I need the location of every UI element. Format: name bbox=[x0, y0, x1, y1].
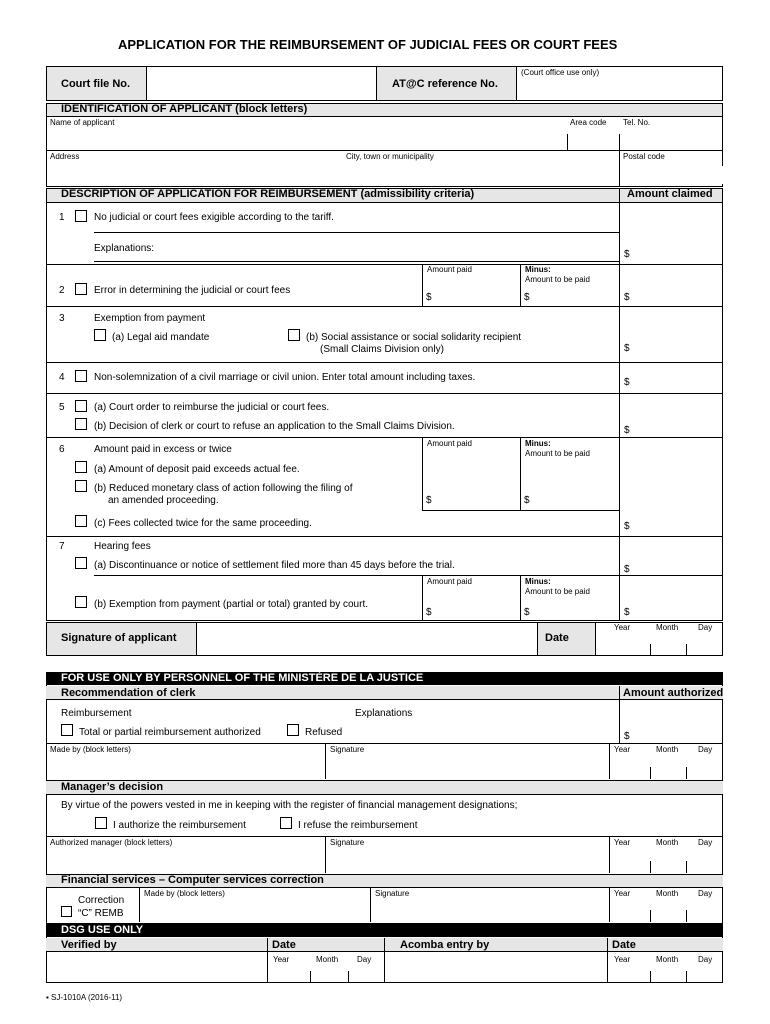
item-2-checkbox[interactable] bbox=[75, 283, 87, 295]
item-7-number: 7 bbox=[59, 541, 65, 552]
authorized-manager-label: Authorized manager (block letters) bbox=[50, 838, 173, 847]
item-6b-text: (b) Reduced monetary class of action following the filing of bbox=[94, 483, 353, 494]
clerk-year-label: Year bbox=[614, 745, 631, 754]
dsg2-day-label: Day bbox=[698, 955, 713, 964]
made-by-label: Made by (block letters) bbox=[50, 745, 131, 754]
item-3b-note: (Small Claims Division only) bbox=[320, 344, 444, 355]
clerk-made-by-input[interactable] bbox=[50, 758, 324, 778]
correction-label: Correction bbox=[78, 895, 125, 906]
c-remb-checkbox[interactable] bbox=[61, 906, 72, 917]
item-1-dollar: $ bbox=[624, 249, 630, 260]
refuse-checkbox[interactable] bbox=[280, 817, 292, 829]
court-file-input[interactable] bbox=[150, 70, 376, 99]
fin-day-label: Day bbox=[698, 889, 713, 898]
sig-month-label: Month bbox=[656, 623, 679, 632]
description-heading: DESCRIPTION OF APPLICATION FOR REIMBURSEMENT (admissibility criteria) bbox=[61, 188, 475, 200]
item-5b-checkbox[interactable] bbox=[75, 418, 87, 430]
address-label: Address bbox=[50, 152, 80, 161]
item-1-text: No judicial or court fees exigible according to the tariff. bbox=[94, 212, 334, 223]
city-label: City, town or municipality bbox=[346, 152, 434, 161]
manager-name-input[interactable] bbox=[50, 852, 324, 872]
item-6-dollar: $ bbox=[624, 521, 630, 532]
city-input[interactable] bbox=[346, 166, 618, 184]
amount-authorized-heading: Amount authorized bbox=[623, 687, 724, 699]
identification-heading: IDENTIFICATION OF APPLICANT (block letters) bbox=[61, 103, 308, 115]
tel-label: Tel. No. bbox=[623, 118, 651, 127]
clerk-month-label: Month bbox=[656, 745, 679, 754]
postal-code-label: Postal code bbox=[623, 152, 665, 161]
manager-signature-label: Signature bbox=[330, 838, 365, 847]
total-partial-label: Total or partial reimbursement authorized bbox=[79, 727, 261, 738]
clerk-day-label: Day bbox=[698, 745, 713, 754]
item-5-number: 5 bbox=[59, 402, 65, 413]
item-4-dollar: $ bbox=[624, 377, 630, 388]
area-code-label: Area code bbox=[570, 118, 607, 127]
mgr-day-label: Day bbox=[698, 838, 713, 847]
item-7-paid-dollar: $ bbox=[426, 607, 432, 618]
item-4-text: Non-solemnization of a civil marriage or civil union. Enter total amount including taxes. bbox=[94, 372, 476, 383]
address-input[interactable] bbox=[50, 166, 334, 184]
verified-by-label: Verified by bbox=[61, 939, 117, 951]
item-6-number: 6 bbox=[59, 444, 65, 455]
item-2-amount-to-be-paid: Amount to be paid bbox=[525, 275, 590, 284]
item-6-minus: Minus: bbox=[525, 439, 551, 448]
applicant-name-input[interactable] bbox=[50, 131, 564, 149]
refused-checkbox[interactable] bbox=[287, 724, 299, 736]
item-1-explanations: Explanations: bbox=[94, 243, 155, 254]
item-6-paid-dollar: $ bbox=[426, 495, 432, 506]
item-5a-checkbox[interactable] bbox=[75, 400, 87, 412]
sig-day-label: Day bbox=[698, 623, 713, 632]
item-7-amount-to-be-paid: Amount to be paid bbox=[525, 587, 590, 596]
sig-year-label: Year bbox=[614, 623, 631, 632]
recommendation-heading: Recommendation of clerk bbox=[61, 687, 196, 699]
item-6-amount-to-be-paid: Amount to be paid bbox=[525, 449, 590, 458]
postal-code-input[interactable] bbox=[623, 166, 723, 184]
item-2-text: Error in determining the judicial or court fees bbox=[94, 285, 291, 296]
item-7-minus: Minus: bbox=[525, 577, 551, 586]
item-2-dollar: $ bbox=[624, 292, 630, 303]
amount-claimed-heading: Amount claimed bbox=[627, 188, 713, 200]
item-7-tobepaid-dollar: $ bbox=[524, 607, 530, 618]
item-6c-checkbox[interactable] bbox=[75, 515, 87, 527]
item-3-dollar: $ bbox=[624, 343, 630, 354]
atc-reference-label: AT@C reference No. bbox=[392, 78, 498, 90]
item-6c-text: (c) Fees collected twice for the same proceeding. bbox=[94, 518, 312, 529]
item-5b-text: (b) Decision of clerk or court to refuse an application to the Small Claims Division. bbox=[94, 421, 455, 432]
item-4-number: 4 bbox=[59, 372, 65, 383]
item-7-amount-paid: Amount paid bbox=[427, 577, 472, 586]
explanations-label: Explanations bbox=[355, 708, 413, 719]
item-7-text: Hearing fees bbox=[94, 541, 151, 552]
dsg-heading: DSG USE ONLY bbox=[61, 924, 144, 936]
item-6b-text-2: an amended proceeding. bbox=[108, 495, 219, 506]
item-3-text: Exemption from payment bbox=[94, 313, 206, 324]
item-2-amount-paid: Amount paid bbox=[427, 265, 472, 274]
item-2-number: 2 bbox=[59, 285, 65, 296]
page-title: APPLICATION FOR THE REIMBURSEMENT OF JUDICIAL FEES OR COURT FEES bbox=[118, 37, 618, 52]
signature-date-label: Date bbox=[545, 632, 569, 644]
mgr-year-label: Year bbox=[614, 838, 631, 847]
authorize-label: I authorize the reimbursement bbox=[113, 820, 246, 831]
item-7a-dollar: $ bbox=[624, 564, 630, 575]
clerk-signature-label: Signature bbox=[330, 745, 365, 754]
signature-applicant-label: Signature of applicant bbox=[61, 632, 177, 644]
refuse-label: I refuse the reimbursement bbox=[298, 820, 418, 831]
atc-reference-input[interactable] bbox=[520, 80, 722, 100]
reimbursement-label: Reimbursement bbox=[61, 708, 132, 719]
item-3a-text: (a) Legal aid mandate bbox=[112, 332, 210, 343]
total-partial-checkbox[interactable] bbox=[61, 724, 73, 736]
item-3-number: 3 bbox=[59, 313, 65, 324]
name-label: Name of applicant bbox=[50, 118, 115, 127]
court-file-label: Court file No. bbox=[61, 78, 131, 90]
dsg2-year-label: Year bbox=[614, 955, 631, 964]
financial-heading: Financial services – Computer services correction bbox=[61, 874, 324, 886]
dsg-date-label-2: Date bbox=[612, 939, 636, 951]
item-7a-checkbox[interactable] bbox=[75, 557, 87, 569]
item-1-number: 1 bbox=[59, 212, 65, 223]
fin-made-by-label: Made by (block letters) bbox=[144, 889, 225, 898]
item-1-checkbox[interactable] bbox=[75, 210, 87, 222]
manager-heading: Manager’s decision bbox=[61, 781, 164, 793]
item-2-minus: Minus: bbox=[525, 265, 551, 274]
item-6-amount-paid: Amount paid bbox=[427, 439, 472, 448]
item-7b-text: (b) Exemption from payment (partial or total) granted by court. bbox=[94, 599, 369, 610]
mgr-month-label: Month bbox=[656, 838, 679, 847]
dsg1-month-label: Month bbox=[316, 955, 339, 964]
item-3b-checkbox[interactable] bbox=[288, 329, 300, 341]
dsg1-year-label: Year bbox=[273, 955, 290, 964]
item-7b-checkbox[interactable] bbox=[75, 596, 87, 608]
c-remb-label: “C” REMB bbox=[78, 908, 124, 919]
ministry-heading: FOR USE ONLY BY PERSONNEL OF THE MINISTÈRE DE LA JUSTICE bbox=[61, 672, 424, 684]
item-5-dollar: $ bbox=[624, 425, 630, 436]
manager-text: By virtue of the powers vested in me in keeping with the register of financial management designations; bbox=[61, 800, 518, 811]
fin-year-label: Year bbox=[614, 889, 631, 898]
fin-month-label: Month bbox=[656, 889, 679, 898]
form-footer: ▪ SJ-1010A (2016-11) bbox=[46, 993, 123, 1002]
item-2-tobepaid-dollar: $ bbox=[524, 292, 530, 303]
acomba-label: Acomba entry by bbox=[400, 939, 490, 951]
amount-authorized-dollar: $ bbox=[624, 731, 630, 742]
applicant-signature-field[interactable] bbox=[200, 626, 536, 654]
item-3a-checkbox[interactable] bbox=[94, 329, 106, 341]
dsg2-month-label: Month bbox=[656, 955, 679, 964]
court-office-note: (Court office use only) bbox=[521, 68, 600, 77]
item-6-text: Amount paid in excess or twice bbox=[94, 444, 232, 455]
item-4-checkbox[interactable] bbox=[75, 370, 87, 382]
item-5a-text: (a) Court order to reimburse the judicial or court fees. bbox=[94, 402, 330, 413]
item-6a-text: (a) Amount of deposit paid exceeds actual fee. bbox=[94, 464, 300, 475]
dsg1-day-label: Day bbox=[357, 955, 372, 964]
item-7a-text: (a) Discontinuance or notice of settlement filed more than 45 days before the trial. bbox=[94, 560, 455, 571]
item-6-tobepaid-dollar: $ bbox=[524, 495, 530, 506]
item-6b-checkbox[interactable] bbox=[75, 480, 87, 492]
item-7b-dollar: $ bbox=[624, 607, 630, 618]
refused-label: Refused bbox=[305, 727, 343, 738]
item-2-paid-dollar: $ bbox=[426, 292, 432, 303]
dsg-date-label-1: Date bbox=[272, 939, 296, 951]
item-3b-text: (b) Social assistance or social solidarity recipient bbox=[306, 332, 522, 343]
authorize-checkbox[interactable] bbox=[95, 817, 107, 829]
fin-signature-label: Signature bbox=[375, 889, 410, 898]
item-6a-checkbox[interactable] bbox=[75, 461, 87, 473]
